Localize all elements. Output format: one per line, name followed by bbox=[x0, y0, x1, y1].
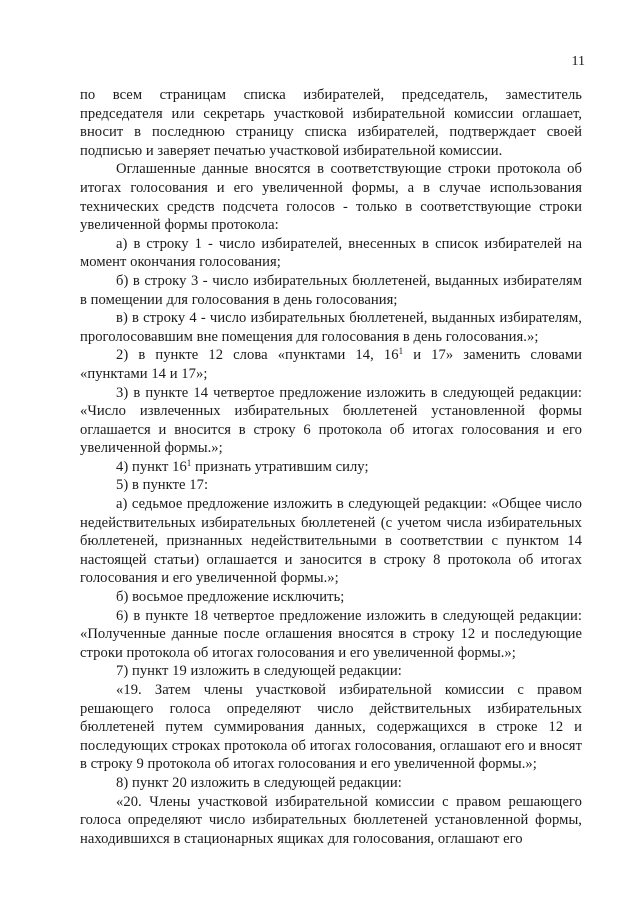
superscript: 1 bbox=[398, 346, 404, 357]
paragraph: а) седьмое предложение изложить в следующей редакции: «Общее число недействительных избирательных бюллетеней (с учетом числа избирательных бюллетеней, признанных недействительными в соответствии с пунктом 14 настоящей статьи) оглашается и заносится в строку 8 протокола об итогах голосования и его увеличенной формы.»; bbox=[80, 496, 582, 587]
paragraph: а) в строку 1 - число избирателей, внесенных в список избирателей на момент окончания голосования; bbox=[80, 235, 582, 271]
superscript: 1 bbox=[186, 457, 192, 468]
paragraph: 7) пункт 19 изложить в следующей редакции: bbox=[116, 663, 402, 680]
text-run: и 17» заменить словами «пунктами 14 и 17»; bbox=[80, 347, 582, 382]
paragraph: Оглашенные данные вносятся в соответствующие строки протокола об итогах голосования и его увеличенной формы, а в случае использования технических средств подсчета голосов - только в соответствующие строки увеличенной формы протокола: bbox=[80, 161, 582, 234]
paragraph: 8) пункт 20 изложить в следующей редакции: bbox=[116, 774, 402, 791]
paragraph: в) в строку 4 - число избирательных бюллетеней, выданных избирателям, проголосовавшим вне помещения для голосования в день голосования.»; bbox=[80, 310, 582, 345]
paragraph: 3) в пункте 14 четвертое предложение изложить в следующей редакции: «Число извлеченных избирательных бюллетеней установленной формы оглашается и вносится в строку 6 протокола об итогах голосования и его увеличенной формы.»; bbox=[80, 384, 582, 457]
page-number: 11 bbox=[571, 54, 585, 69]
paragraph: б) восьмое предложение исключить; bbox=[116, 589, 345, 606]
paragraph bbox=[80, 346, 582, 383]
text-run: 2) в пункте 12 слова «пунктами 14, 16 bbox=[116, 347, 399, 364]
paragraph: б) в строку 3 - число избирательных бюллетеней, выданных избирателям в помещении для голосования в день голосования; bbox=[80, 272, 582, 308]
paragraph: по всем страницам списка избирателей, председатель, заместитель председателя или секретарь участковой избирательной комиссии оглашает, вносит в последнюю страницу списка избирателей, подтверждает своей подписью и заверяет печатью участковой избирательной комиссии. bbox=[80, 87, 582, 159]
paragraph: «20. Члены участковой избирательной комиссии с правом решающего голоса определяют число избирательных бюллетеней установленной формы, находившихся в стационарных ящиках для голосования, оглашают его bbox=[80, 793, 582, 847]
text-run: 4) пункт 16 bbox=[116, 458, 187, 475]
paragraph: «19. Затем члены участковой избирательной комиссии с правом решающего голоса определяют число действительных избирательных бюллетеней путем суммирования данных, содержащихся в строке 12 и последующих строках протокола об итогах голосования, оглашают его и вносят в строку 9 протокола об итогах голосования и его увеличенной формы.»; bbox=[80, 682, 582, 773]
text-run: признать утратившим силу; bbox=[191, 458, 369, 475]
paragraph: 6) в пункте 18 четвертое предложение изложить в следующей редакции: «Полученные данные после оглашения вносятся в строку 12 и последующие строки протокола об итогах голосования и его увеличенной формы.»; bbox=[80, 607, 582, 661]
paragraph: 5) в пункте 17: bbox=[116, 477, 209, 494]
paragraph bbox=[80, 458, 582, 477]
document-body bbox=[80, 86, 582, 848]
